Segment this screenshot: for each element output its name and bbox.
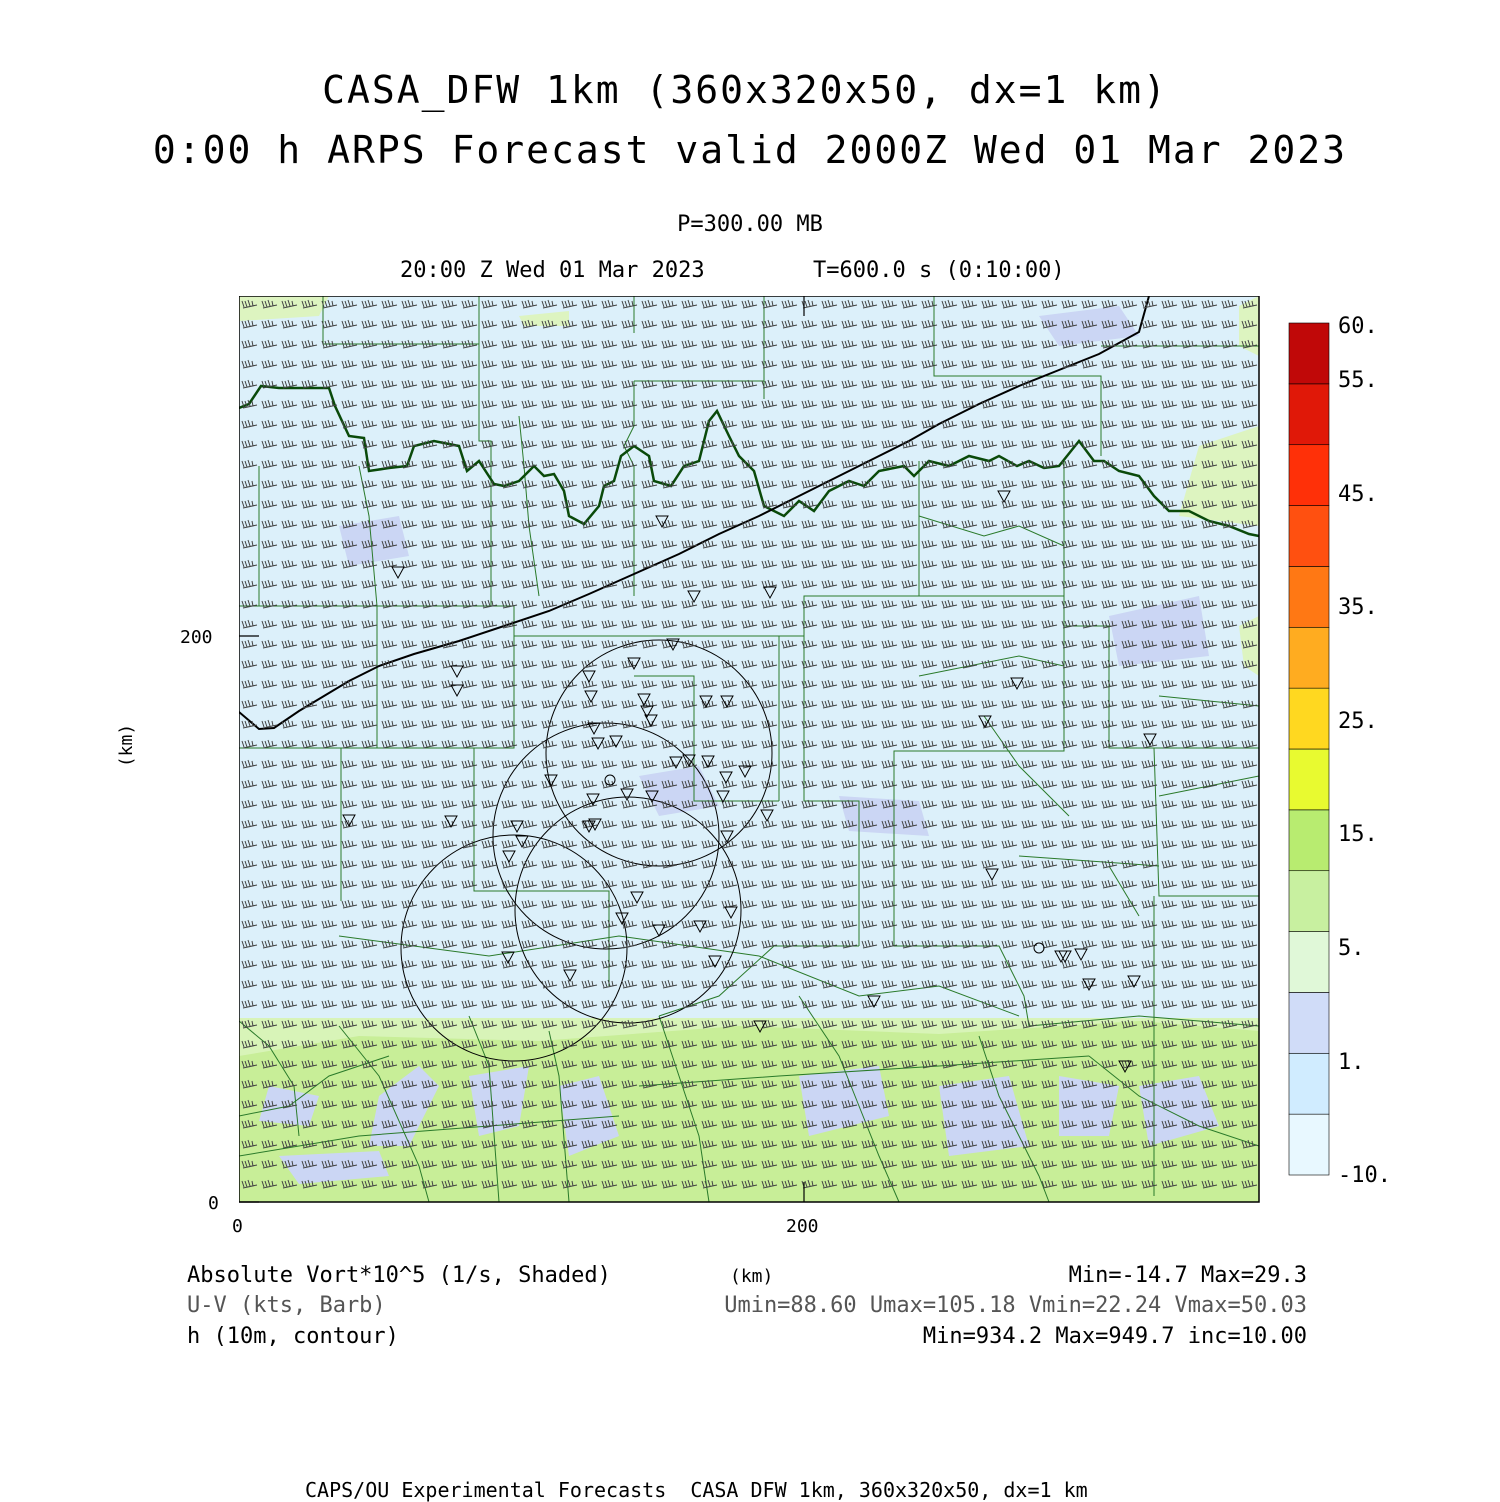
y-axis-label: (km) [116, 723, 138, 768]
colorbar-swatch [1289, 627, 1329, 688]
footer-credit: CAPS/OU Experimental Forecasts CASA DFW 1km, 360x320x50, dx=1 km [305, 1478, 1088, 1502]
colorbar-label: 55. [1338, 368, 1378, 393]
colorbar-swatch [1289, 992, 1329, 1053]
legend-field-1-stats: Min=-14.7 Max=29.3 [1068, 1263, 1307, 1288]
colorbar-swatch [1289, 506, 1329, 567]
colorbar-swatch [1289, 323, 1329, 384]
legend-field-1: Absolute Vort*10^5 (1/s, Shaded) [187, 1263, 611, 1288]
colorbar-swatch [1289, 871, 1329, 932]
colorbar-label: 45. [1338, 482, 1378, 507]
colorbar-swatch [1289, 1053, 1329, 1114]
legend-field-3-stats: Min=934.2 Max=949.7 inc=10.00 [922, 1324, 1307, 1349]
forecast-time: T=600.0 s (0:10:00) [813, 258, 1065, 283]
colorbar-label: -10. [1338, 1163, 1391, 1188]
valid-time: 20:00 Z Wed 01 Mar 2023 [400, 258, 705, 283]
title-line-2: 0:00 h ARPS Forecast valid 2000Z Wed 01 Mar 2023 [152, 128, 1348, 172]
colorbar-swatch [1289, 932, 1329, 993]
colorbar-label: 5. [1338, 936, 1365, 961]
colorbar-swatch [1289, 445, 1329, 506]
colorbar-label: 35. [1338, 595, 1378, 620]
colorbar-swatch [1289, 688, 1329, 749]
x-tick-200: 200 [786, 1216, 819, 1237]
legend-field-3: h (10m, contour) [187, 1324, 399, 1349]
pressure-level: P=300.00 MB [677, 212, 823, 237]
title-line-1: CASA_DFW 1km (360x320x50, dx=1 km) [322, 68, 1168, 112]
colorbar-swatch [1289, 1114, 1329, 1175]
map-plot [239, 296, 1261, 1204]
colorbar-label: 60. [1338, 314, 1378, 339]
colorbar-label: 1. [1338, 1050, 1365, 1075]
x-axis-label: (km) [730, 1266, 774, 1287]
colorbar-label: 25. [1338, 709, 1378, 734]
colorbar-label: 15. [1338, 822, 1378, 847]
legend-field-2: U-V (kts, Barb) [187, 1293, 386, 1318]
colorbar-swatch [1289, 384, 1329, 445]
colorbar-swatch [1289, 810, 1329, 871]
colorbar [1288, 322, 1332, 1176]
x-tick-0: 0 [232, 1216, 243, 1237]
y-tick-0: 0 [208, 1193, 219, 1214]
legend-field-2-stats: Umin=88.60 Umax=105.18 Vmin=22.24 Vmax=50.03 [724, 1293, 1307, 1318]
y-tick-200: 200 [180, 627, 213, 648]
colorbar-swatch [1289, 749, 1329, 810]
colorbar-swatch [1289, 566, 1329, 627]
